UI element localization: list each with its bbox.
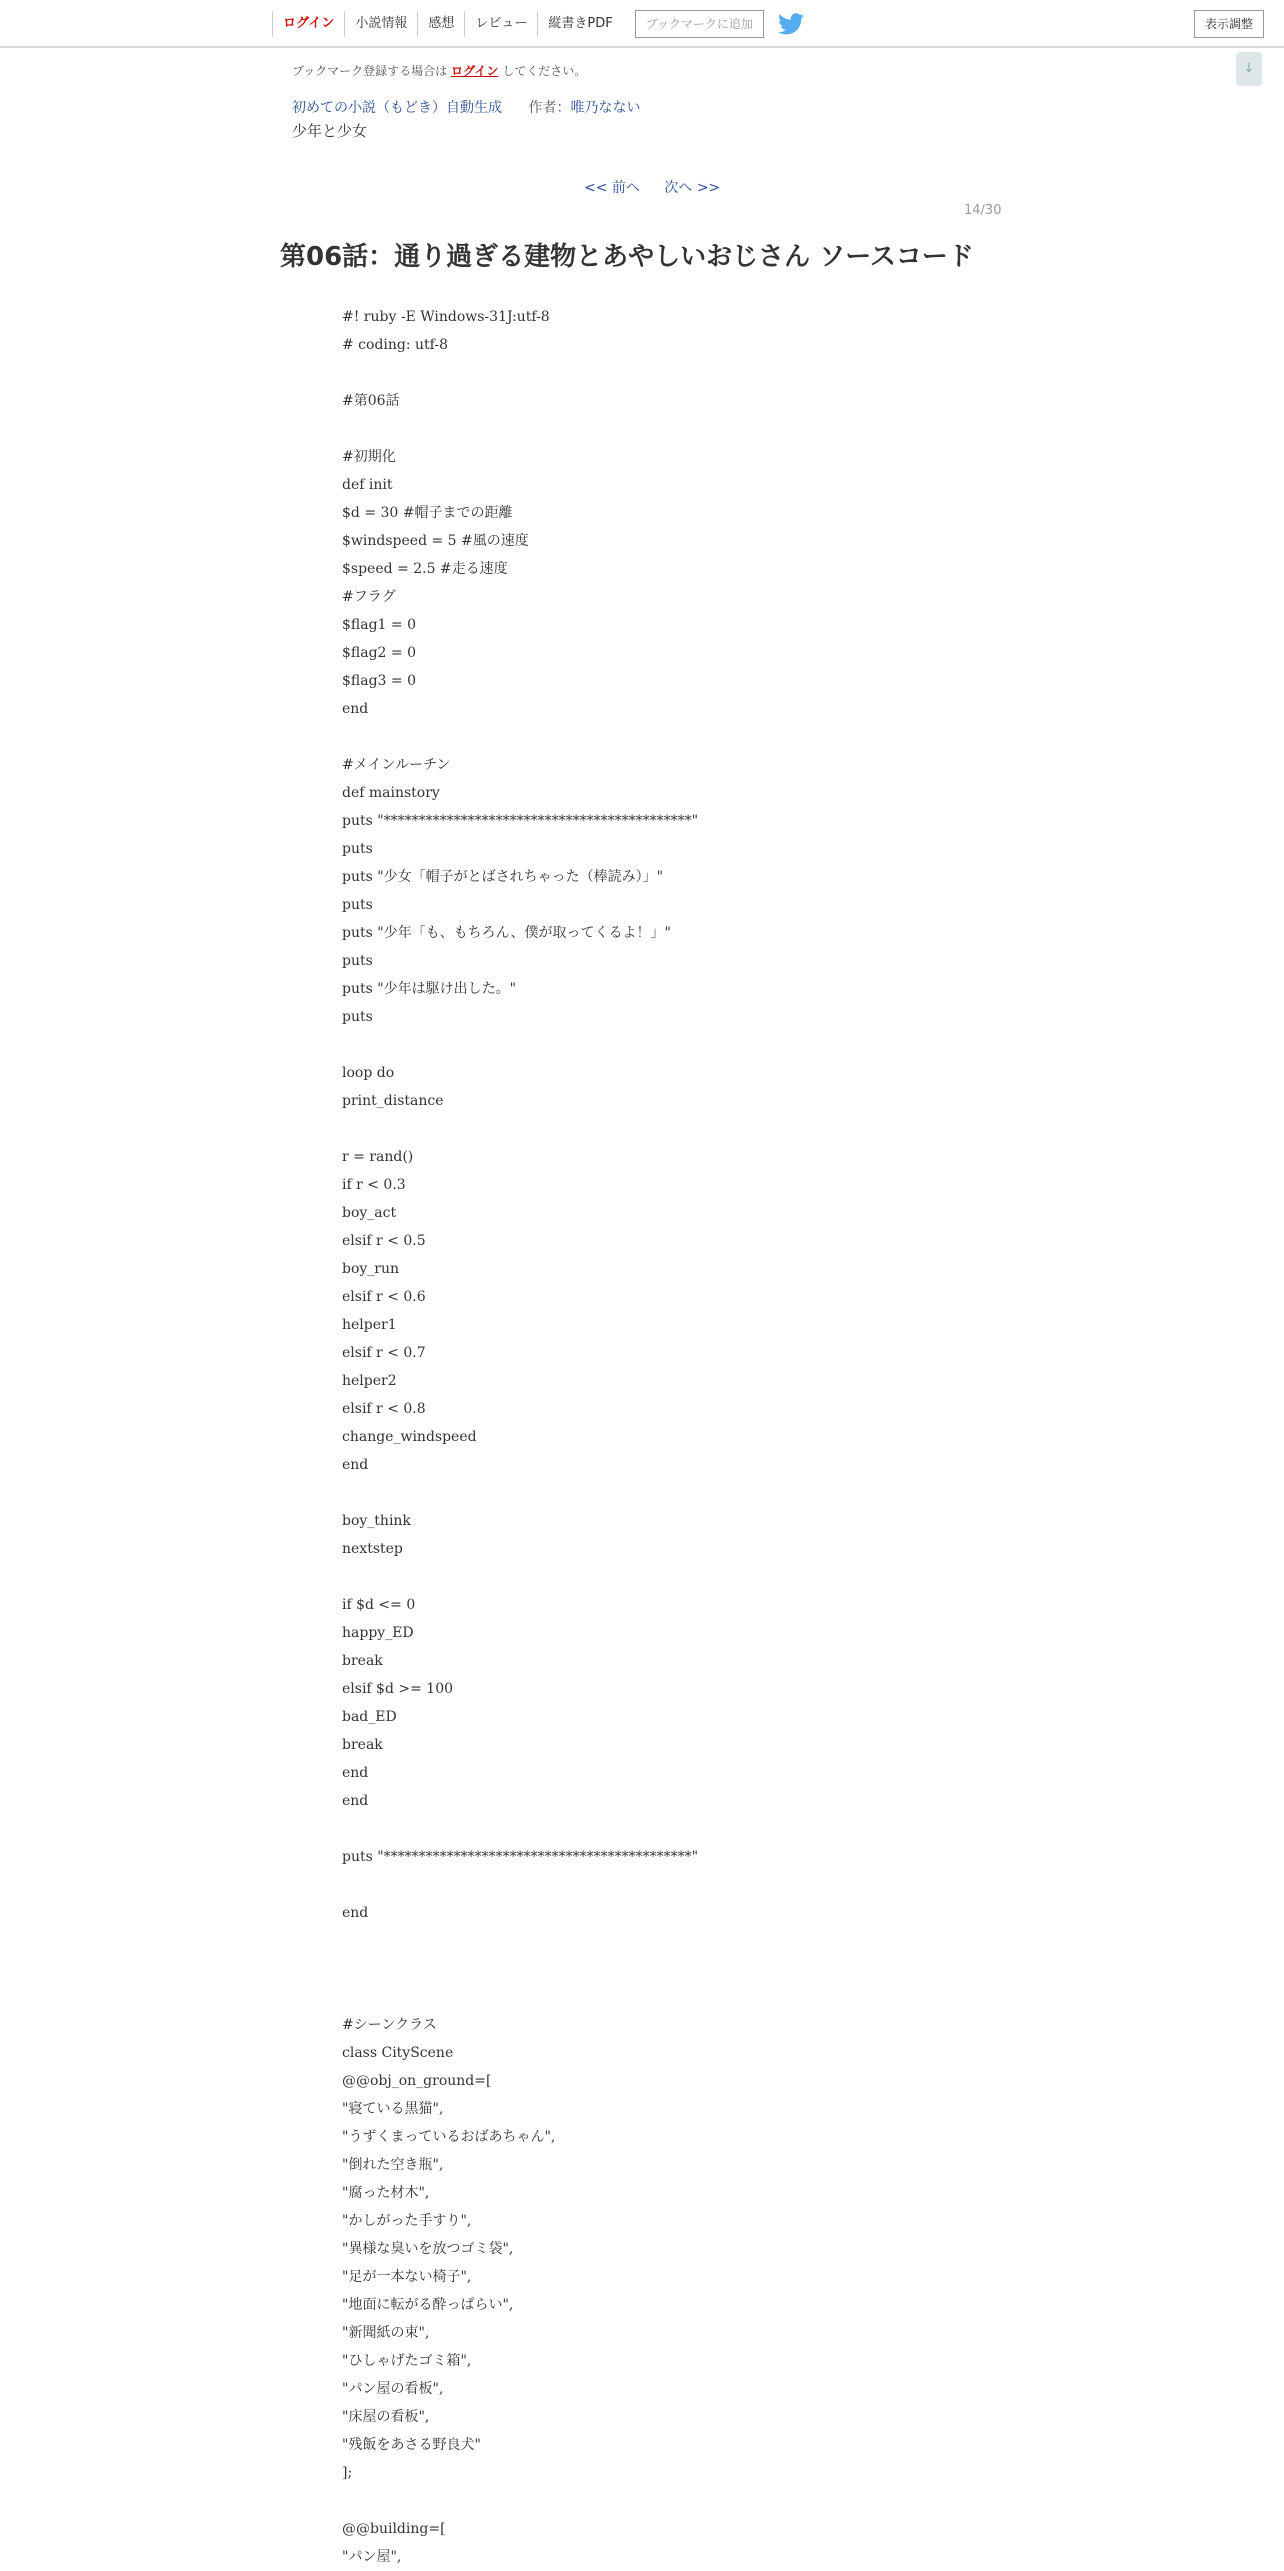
body-line: "かしがった手すり", <box>342 2213 472 2229</box>
next-page-link[interactable]: 次へ >> <box>664 180 721 196</box>
body-line <box>342 1479 1042 1507</box>
body-line: end <box>342 1905 369 1921</box>
body-line: $windspeed = 5 #風の速度 <box>342 533 529 549</box>
body-line: change_windspeed <box>342 1429 477 1445</box>
body-line: print_distance <box>342 1093 444 1109</box>
body-line <box>342 1955 1042 1983</box>
body-line: @@obj_on_ground=[ <box>342 2073 492 2089</box>
body-line: @@building=[ <box>342 2521 446 2537</box>
body-line <box>342 1983 1042 2011</box>
body-line: puts <box>342 841 373 857</box>
body-line: # coding: utf-8 <box>342 337 448 353</box>
body-line: helper1 <box>342 1317 397 1333</box>
prev-page-link[interactable]: << 前へ <box>584 180 640 196</box>
body-line: "足が一本ない椅子", <box>342 2269 472 2285</box>
body-line: #シーンクラス <box>342 2017 437 2033</box>
body-line: "倒れた空き瓶", <box>342 2157 444 2173</box>
body-line <box>342 1815 1042 1843</box>
nav-review-link[interactable]: レビュー <box>464 11 537 37</box>
body-line: nextstep <box>342 1541 403 1557</box>
body-line: "腐った材木", <box>342 2185 430 2201</box>
body-line <box>342 359 1042 387</box>
pager <box>584 177 720 197</box>
add-bookmark-button[interactable]: ブックマークに追加 <box>635 10 764 38</box>
series-info <box>292 97 640 117</box>
chapter-subtitle: 少年と少女 <box>292 122 368 140</box>
nav-menu <box>272 10 804 38</box>
body-line: puts "********************************************" <box>342 1849 699 1865</box>
body-line: "床屋の看板", <box>342 2409 430 2425</box>
body-line: puts <box>342 1009 373 1025</box>
body-line: break <box>342 1653 383 1669</box>
page-number: 14/30 <box>964 203 1002 218</box>
scroll-down-button[interactable]: ↓ <box>1236 52 1262 86</box>
body-line: class CityScene <box>342 2045 454 2061</box>
episode-body <box>342 303 1042 2571</box>
body-line: $flag1 = 0 <box>342 617 416 633</box>
body-line: "ひしゃげたゴミ箱", <box>342 2353 472 2369</box>
body-line: break <box>342 1737 383 1753</box>
nav-novel-info-link[interactable]: 小説情報 <box>344 11 417 37</box>
display-settings-button[interactable]: 表示調整 <box>1194 10 1264 38</box>
body-line: #! ruby -E Windows-31J:utf-8 <box>342 309 550 325</box>
nav-impressions-link[interactable]: 感想 <box>417 11 464 37</box>
body-line <box>342 1871 1042 1899</box>
body-line <box>342 415 1042 443</box>
body-line: if r < 0.3 <box>342 1177 406 1193</box>
author-link[interactable]: 唯乃なない <box>570 100 641 116</box>
body-line: bad_ED <box>342 1709 397 1725</box>
body-line: puts "少年「も、もちろん、僕が取ってくるよ！」" <box>342 925 671 941</box>
body-line: puts <box>342 953 373 969</box>
body-line: puts <box>342 897 373 913</box>
body-line: $flag2 = 0 <box>342 645 416 661</box>
body-line: puts "少女「帽子がとばされちゃった（棒読み）」" <box>342 869 664 885</box>
body-line: "異様な臭いを放つゴミ袋", <box>342 2241 514 2257</box>
body-line: end <box>342 701 369 717</box>
body-line: #第06話 <box>342 393 400 409</box>
body-line <box>342 1115 1042 1143</box>
top-navigation-bar <box>0 0 1284 48</box>
nav-vertical-pdf-link[interactable]: 縦書きPDF <box>537 11 622 37</box>
body-line: #フラグ <box>342 589 396 605</box>
body-line: "寝ている黒猫", <box>342 2101 444 2117</box>
body-line: def init <box>342 477 393 493</box>
body-line: happy_ED <box>342 1625 414 1641</box>
body-line: end <box>342 1793 369 1809</box>
body-line: $speed = 2.5 #走る速度 <box>342 561 508 577</box>
nav-login-link[interactable]: ログイン <box>272 11 344 37</box>
body-line: ]; <box>342 2465 353 2481</box>
body-line: #メインルーチン <box>342 757 451 773</box>
body-line: end <box>342 1457 369 1473</box>
body-line: boy_act <box>342 1205 397 1221</box>
body-line <box>342 723 1042 751</box>
body-line: "残飯をあさる野良犬" <box>342 2437 481 2453</box>
body-line: elsif r < 0.8 <box>342 1401 426 1417</box>
body-line: end <box>342 1765 369 1781</box>
bookmark-note-text-before: ブックマーク登録する場合は <box>292 64 451 78</box>
body-line: $flag3 = 0 <box>342 673 416 689</box>
body-line: puts "少年は駆け出した。" <box>342 981 517 997</box>
bookmark-login-note <box>292 62 586 79</box>
body-line: #初期化 <box>342 449 396 465</box>
body-line <box>342 2487 1042 2515</box>
body-line: "パン屋の看板", <box>342 2381 444 2397</box>
body-line: "うずくまっているおばあちゃん", <box>342 2129 556 2145</box>
body-line: if $d <= 0 <box>342 1597 416 1613</box>
body-line: puts "********************************************" <box>342 813 699 829</box>
body-line: elsif r < 0.5 <box>342 1233 426 1249</box>
bookmark-note-text-after: してください。 <box>498 64 587 78</box>
body-line: loop do <box>342 1065 395 1081</box>
body-line: "パン屋", <box>342 2549 402 2565</box>
bookmark-note-login-link[interactable]: ログイン <box>450 64 499 78</box>
body-line: def mainstory <box>342 785 440 801</box>
body-line: elsif $d >= 100 <box>342 1681 454 1697</box>
body-line: boy_run <box>342 1261 400 1277</box>
body-line <box>342 1031 1042 1059</box>
body-line: boy_think <box>342 1513 411 1529</box>
series-title-link[interactable]: 初めての小説（もどき）自動生成 <box>292 100 502 116</box>
body-line: $d = 30 #帽子までの距離 <box>342 505 513 521</box>
body-line: r = rand() <box>342 1149 414 1165</box>
body-line: "新聞紙の束", <box>342 2325 430 2341</box>
body-line <box>342 1927 1042 1955</box>
body-line: elsif r < 0.6 <box>342 1289 426 1305</box>
author-label: 作者： <box>528 100 571 116</box>
body-line: elsif r < 0.7 <box>342 1345 426 1361</box>
body-line <box>342 1563 1042 1591</box>
episode-title: 第06話：通り過ぎる建物とあやしいおじさん ソースコード <box>280 242 974 272</box>
twitter-icon[interactable] <box>778 13 804 35</box>
body-line: "地面に転がる酔っぱらい", <box>342 2297 514 2313</box>
body-line: helper2 <box>342 1373 397 1389</box>
